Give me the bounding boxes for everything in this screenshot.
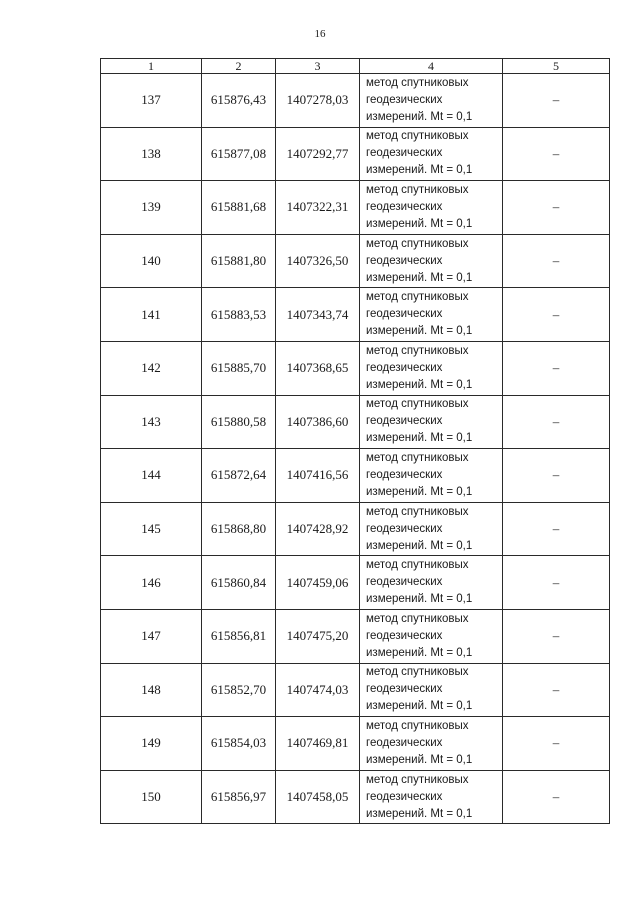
y-coordinate-cell: 1407322,31: [276, 181, 360, 235]
x-coordinate-cell: 615852,70: [202, 663, 276, 717]
table-row: [101, 609, 610, 663]
column-5-cell: –: [503, 770, 610, 824]
x-coordinate-cell: 615868,80: [202, 502, 276, 556]
column-5-cell: –: [503, 663, 610, 717]
table-row: [101, 663, 610, 717]
column-5-cell: –: [503, 502, 610, 556]
method-cell: [360, 341, 503, 395]
column-5-cell: –: [503, 288, 610, 342]
column-5-cell: –: [503, 127, 610, 181]
table-row: [101, 341, 610, 395]
y-coordinate-cell: 1407469,81: [276, 717, 360, 771]
method-line-1: метод спутниковых: [366, 451, 469, 464]
method-line-2: геодезических: [366, 147, 443, 160]
x-coordinate-cell: 615881,68: [202, 181, 276, 235]
method-cell: [360, 663, 503, 717]
method-cell: [360, 395, 503, 449]
page-number: 16: [314, 28, 326, 40]
column-5-cell: –: [503, 717, 610, 771]
x-coordinate-cell: 615854,03: [202, 717, 276, 771]
column-5-cell: –: [503, 181, 610, 235]
method-cell: [360, 770, 503, 824]
method-line-1: метод спутниковых: [366, 612, 469, 625]
x-coordinate-cell: 615883,53: [202, 288, 276, 342]
header-col-1: 1: [101, 59, 202, 74]
table-row: [101, 556, 610, 610]
method-cell: [360, 717, 503, 771]
point-number-cell: 144: [101, 449, 202, 503]
method-line-1: метод спутниковых: [366, 76, 469, 89]
y-coordinate-cell: 1407458,05: [276, 770, 360, 824]
method-line-1: метод спутниковых: [366, 773, 469, 786]
point-number-cell: 143: [101, 395, 202, 449]
point-number-cell: 140: [101, 234, 202, 288]
point-number-cell: 141: [101, 288, 202, 342]
point-number-cell: 148: [101, 663, 202, 717]
y-coordinate-cell: 1407292,77: [276, 127, 360, 181]
method-cell: [360, 502, 503, 556]
method-cell: [360, 609, 503, 663]
method-line-2: геодезических: [366, 468, 443, 481]
table-row: [101, 127, 610, 181]
table-row: [101, 181, 610, 235]
method-line-2: геодезических: [366, 736, 443, 749]
column-5-cell: –: [503, 609, 610, 663]
point-number-cell: 150: [101, 770, 202, 824]
method-line-3: измерений. Mt = 0,1: [366, 753, 473, 766]
method-line-3: измерений. Mt = 0,1: [366, 593, 473, 606]
method-line-2: геодезических: [366, 683, 443, 696]
x-coordinate-cell: 615885,70: [202, 341, 276, 395]
header-col-4: 4: [360, 59, 503, 74]
point-number-cell: 142: [101, 341, 202, 395]
column-5-cell: –: [503, 74, 610, 128]
y-coordinate-cell: 1407428,92: [276, 502, 360, 556]
x-coordinate-cell: 615856,81: [202, 609, 276, 663]
method-line-3: измерений. Mt = 0,1: [366, 325, 473, 338]
table-row: [101, 770, 610, 824]
table-row: [101, 74, 610, 128]
column-5-cell: –: [503, 449, 610, 503]
header-col-2: 2: [202, 59, 276, 74]
table-row: [101, 502, 610, 556]
method-line-1: метод спутниковых: [366, 291, 469, 304]
x-coordinate-cell: 615877,08: [202, 127, 276, 181]
method-line-3: измерений. Mt = 0,1: [366, 271, 473, 284]
point-number-cell: 138: [101, 127, 202, 181]
point-number-cell: 149: [101, 717, 202, 771]
method-line-2: геодезических: [366, 576, 443, 589]
method-line-3: измерений. Mt = 0,1: [366, 539, 473, 552]
method-line-1: метод спутниковых: [366, 719, 469, 732]
method-line-3: измерений. Mt = 0,1: [366, 432, 473, 445]
method-line-2: геодезических: [366, 361, 443, 374]
method-line-2: геодезических: [366, 522, 443, 535]
method-line-2: геодезических: [366, 200, 443, 213]
method-line-1: метод спутниковых: [366, 398, 469, 411]
y-coordinate-cell: 1407386,60: [276, 395, 360, 449]
method-line-2: геодезических: [366, 415, 443, 428]
y-coordinate-cell: 1407459,06: [276, 556, 360, 610]
method-line-3: измерений. Mt = 0,1: [366, 164, 473, 177]
point-number-cell: 147: [101, 609, 202, 663]
x-coordinate-cell: 615856,97: [202, 770, 276, 824]
method-cell: [360, 449, 503, 503]
point-number-cell: 146: [101, 556, 202, 610]
y-coordinate-cell: 1407343,74: [276, 288, 360, 342]
table-row: [101, 288, 610, 342]
header-col-5: 5: [503, 59, 610, 74]
column-5-cell: –: [503, 234, 610, 288]
column-5-cell: –: [503, 395, 610, 449]
x-coordinate-cell: 615876,43: [202, 74, 276, 128]
method-line-3: измерений. Mt = 0,1: [366, 485, 473, 498]
method-line-2: геодезических: [366, 254, 443, 267]
table-row: [101, 449, 610, 503]
method-line-2: геодезических: [366, 790, 443, 803]
method-line-1: метод спутниковых: [366, 505, 469, 518]
y-coordinate-cell: 1407368,65: [276, 341, 360, 395]
method-line-2: геодезических: [366, 308, 443, 321]
method-line-1: метод спутниковых: [366, 237, 469, 250]
table-row: [101, 717, 610, 771]
method-line-2: геодезических: [366, 93, 443, 106]
table-row: [101, 395, 610, 449]
y-coordinate-cell: 1407474,03: [276, 663, 360, 717]
method-line-3: измерений. Mt = 0,1: [366, 807, 473, 820]
header-row: [101, 59, 610, 74]
method-cell: [360, 288, 503, 342]
method-line-3: измерений. Mt = 0,1: [366, 110, 473, 123]
method-cell: [360, 556, 503, 610]
table-header: [101, 59, 610, 74]
column-5-cell: –: [503, 556, 610, 610]
method-cell: [360, 74, 503, 128]
method-line-1: метод спутниковых: [366, 130, 469, 143]
point-number-cell: 137: [101, 74, 202, 128]
x-coordinate-cell: 615872,64: [202, 449, 276, 503]
method-line-1: метод спутниковых: [366, 559, 469, 572]
y-coordinate-cell: 1407416,56: [276, 449, 360, 503]
point-number-cell: 145: [101, 502, 202, 556]
method-line-1: метод спутниковых: [366, 183, 469, 196]
y-coordinate-cell: 1407278,03: [276, 74, 360, 128]
method-line-3: измерений. Mt = 0,1: [366, 700, 473, 713]
table-body: [101, 74, 610, 824]
y-coordinate-cell: 1407326,50: [276, 234, 360, 288]
method-line-1: метод спутниковых: [366, 344, 469, 357]
x-coordinate-cell: 615880,58: [202, 395, 276, 449]
header-col-3: 3: [276, 59, 360, 74]
column-5-cell: –: [503, 341, 610, 395]
method-cell: [360, 127, 503, 181]
x-coordinate-cell: 615860,84: [202, 556, 276, 610]
point-number-cell: 139: [101, 181, 202, 235]
x-coordinate-cell: 615881,80: [202, 234, 276, 288]
table-row: [101, 234, 610, 288]
method-line-1: метод спутниковых: [366, 666, 469, 679]
method-line-3: измерений. Mt = 0,1: [366, 378, 473, 391]
method-line-3: измерений. Mt = 0,1: [366, 646, 473, 659]
method-line-3: измерений. Mt = 0,1: [366, 217, 473, 230]
y-coordinate-cell: 1407475,20: [276, 609, 360, 663]
coordinates-table: [100, 58, 610, 824]
method-cell: [360, 234, 503, 288]
method-line-2: геодезических: [366, 629, 443, 642]
method-cell: [360, 181, 503, 235]
